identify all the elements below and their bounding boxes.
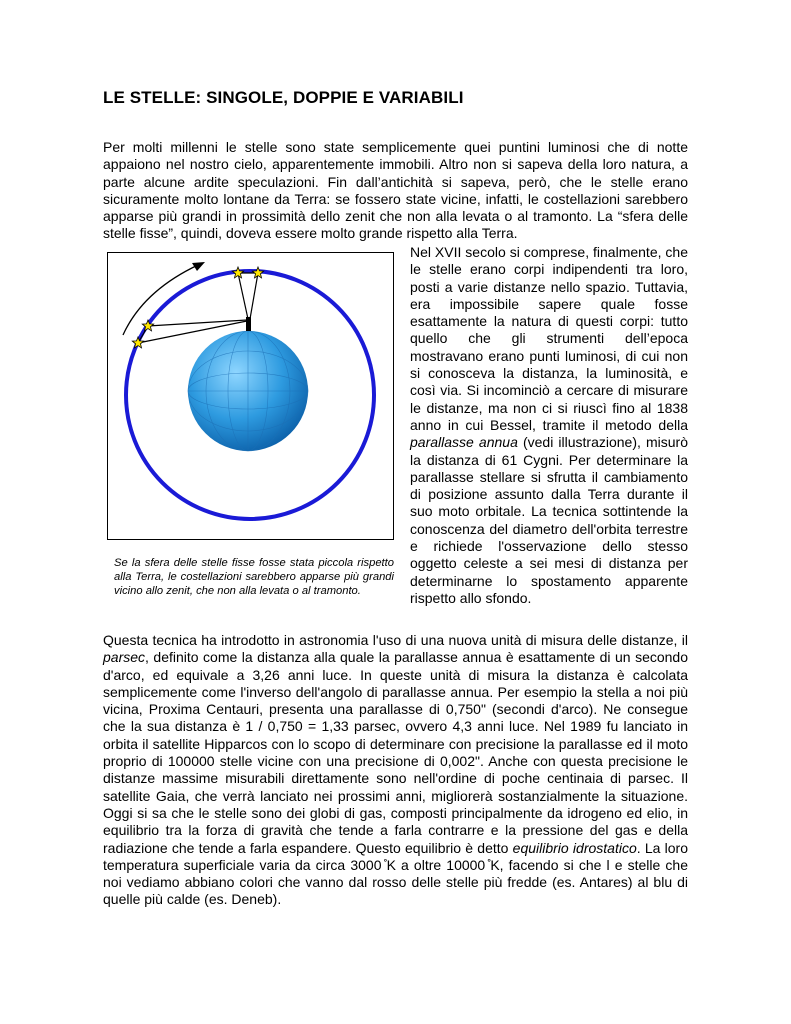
body-paragraph-part1: Questa tecnica ha introdotto in astronomia l'uso di una nuova unità di misura delle distanze, il [103, 632, 688, 648]
zenith-star-left-icon [232, 267, 243, 278]
body-paragraph-part3: . La loro temperatura superficiale varia da circa 3000 ̊K a oltre 10000 ̊K, facendo si che l e stelle che noi vediamo abbiano colori che vanno dal rosso delle stelle più fredde (es. Antares) al blu di quelle più calde (es. Deneb). [103, 839, 688, 908]
page-title: LE STELLE: SINGOLE, DOPPIE E VARIABILI [103, 88, 464, 107]
parallax-illustration [107, 252, 394, 540]
intro-paragraph: Per molti millenni le stelle sono state semplicemente quei puntini luminosi che di notte appaiono nel nostro cielo, apparentemente immobili. Altro non si sapeva della loro natura, a parte alcune ardite speculazioni. Fin dall’antichità si sapeva, però, che le stelle erano sicuramente molto lontane da Terra: se fossero state vicine, infatti, le costellazioni sarebbero apparse più grandi in prossimità dello zenit che non alla levata o al tramonto. La “sfera delle stelle fisse”, quindi, doveva essere molto grande rispetto alla Terra. [103, 139, 688, 242]
celestial-sphere-diagram [108, 253, 393, 539]
side-paragraph-text-end: (vedi illustrazione), misurò la distanza di 61 Cygni. Per determinare la parallasse stellare si sfrutta il cambiamento di posizione assunto dalla Terra durante il suo moto orbitale. La tecnica sottintende la conoscenza del diametro dell'orbita terrestre e richiede l'osservazione dello stesso oggetto celeste a sei mesi di distanza per determinarne lo spostamento apparente rispetto allo sfondo. [410, 434, 688, 606]
observer-marker [246, 317, 251, 331]
body-paragraph [103, 632, 688, 909]
parsec-term: parsec [103, 649, 146, 666]
side-paragraph-italic-term: parallasse annua [410, 434, 518, 451]
figure-caption: Se la sfera delle stelle fisse fosse stata piccola rispetto alla Terra, le costellazioni sarebbero apparse più grandi vicino allo zenit, che non alla levata o al tramonto. [114, 557, 394, 597]
rotation-arrow [123, 265, 198, 335]
side-paragraph [410, 244, 688, 607]
side-paragraph-text: Nel XVII secolo si comprese, finalmente, che le stelle erano corpi indipendenti tra loro, posti a varie distanze nello spazio. Tuttavia, era impossibile sapere quale fosse esattamente la natura di questi corpi: tutto quello che gli strumenti dell’epoca mostravano erano punti luminosi, di cui non si conosceva la distanza, la luminosità, e così via. Si incominciò a cercare di misurare le distanze, ma non ci si riuscì fino al 1838 anno in cui Bessel, tramite il metodo della [410, 244, 688, 433]
zenith-sight-lines [238, 273, 258, 319]
hydrostatic-equilibrium-term: equilibrio idrostatico [512, 839, 637, 856]
body-paragraph-part2: , definito come la distanza alla quale la parallasse annua è esattamente di un secondo d'arco, ed equivale a 3,26 anni luce. In queste unità di misura la distanza è calcolata semplicemente come l'inverso dell'angolo di parallasse annua. Per esempio la stella a noi più vicina, Proxima Centauri, presenta una parallasse di 0,750" (secondi d'arco). Ne consegue che la sua distanza è 1 / 0,750 = 1,33 parsec, ovvero 4,3 anni luce. Nel 1989 fu lanciato in orbita il satellite Hipparcos con lo scopo di determinare con precisione la parallasse ed il moto proprio di 100000 stelle vicine con una precisione di 0,002". Anche con questa precisione le distanze massime misurabili direttamente sono nell'ordine di poche centinaia di parsec. Il satellite Gaia, che verrà lanciato nei prossimi anni, migliorerà sostanzialmente la situazione. Oggi si sa che le stelle sono dei globi di gas, composti principalmente da idrogeno ed elio, in equilibrio tra la forza di gravità che tende a farla contrarre e la pressione del gas e della radiazione che tende a farla espandere. Questo equilibrio è detto [103, 649, 688, 856]
